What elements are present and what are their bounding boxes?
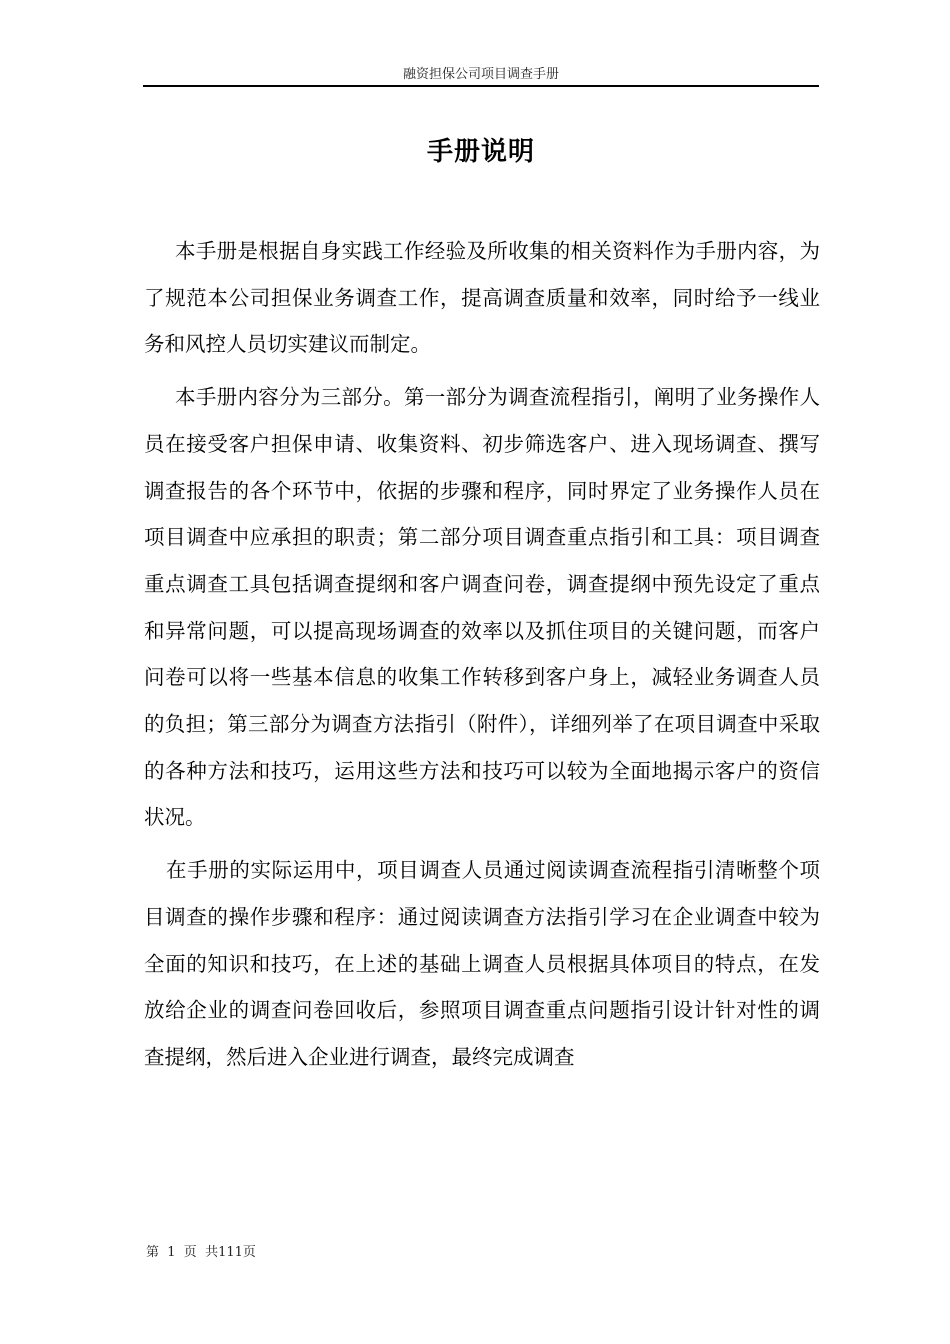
page-title: 手册说明 bbox=[426, 137, 535, 167]
paragraph-usage: 在手册的实际运用中，项目调查人员通过阅读调查流程指引清晰整个项目调查的操作步骤和程序：通过阅读调查方法指引学习在企业调查中较为全面的知识和技巧，在上述的基础上调查人员根据具体项目的特点，在发放给企业的调查问卷回收后，参照项目调查重点问题指引设计针对性的调查提纲，然后进入企业进行调查，最终完成调查 bbox=[144, 858, 820, 1069]
paragraph-structure: 本手册内容分为三部分。第一部分为调查流程指引，阐明了业务操作人员在接受客户担保申请、收集资料、初步筛选客户、进入现场调查、撰写调查报告的各个环节中，依据的步骤和程序，同时界定了业务操作人员在项目调查中应承担的职责；第二部分项目调查重点指引和工具：项目调查重点调查工具包括调查提纲和客户调查问卷，调查提纲中预先设定了重点和异常问题，可以提高现场调查的效率以及抓住项目的关键问题，而客户问卷可以将一些基本信息的收集工作转移到客户身上，减轻业务调查人员的负担；第三部分为调查方法指引（附件），详细列举了在项目调查中采取的各种方法和技巧，运用这些方法和技巧可以较为全面地揭示客户的资信状况。 bbox=[144, 385, 820, 830]
page-number-footer: 第 1 页 共111页 bbox=[146, 1245, 256, 1260]
running-header: 融资担保公司项目调查手册 bbox=[402, 67, 559, 82]
header-divider bbox=[143, 85, 819, 87]
paragraph-purpose: 本手册是根据自身实践工作经验及所收集的相关资料作为手册内容，为了规范本公司担保业务调查工作，提高调查质量和效率，同时给予一线业务和风控人员切实建议而制定。 bbox=[144, 239, 820, 357]
document-body bbox=[144, 228, 820, 1081]
